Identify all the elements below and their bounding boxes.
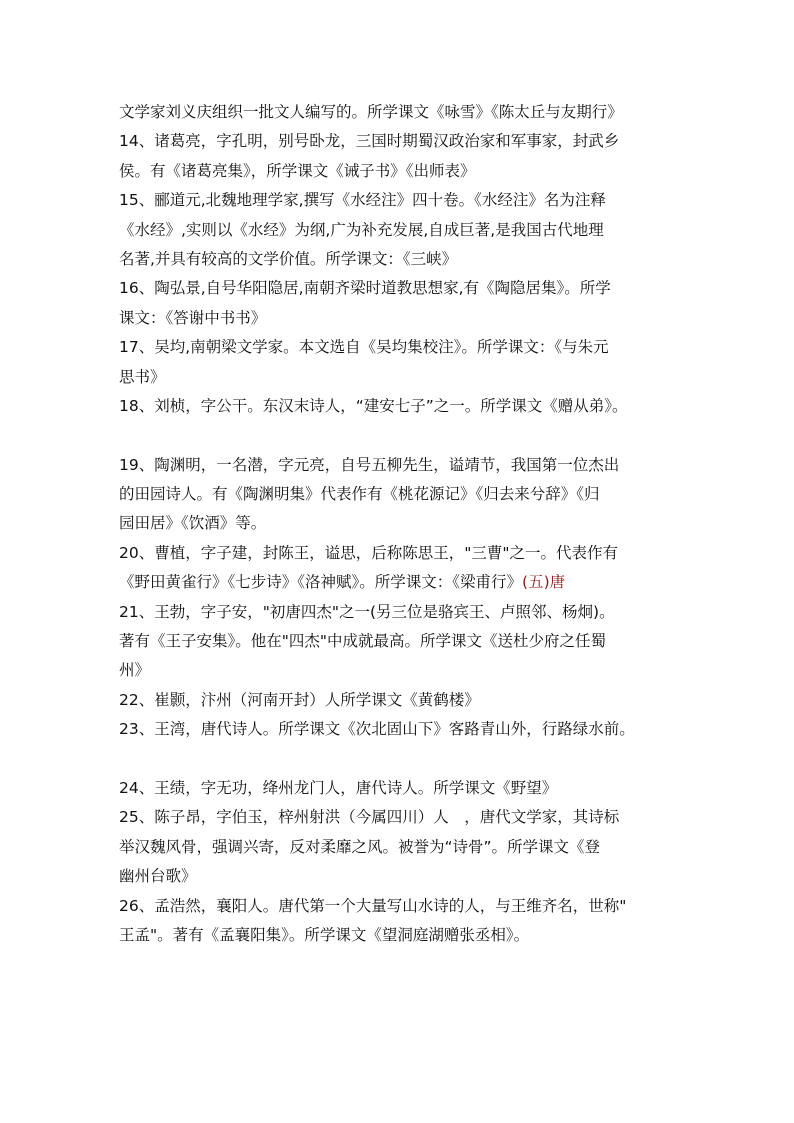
text-line: 王孟"。著有《孟襄阳集》。所学课文《望洞庭湖赠张丞相》。 [119, 925, 530, 944]
text-line: 幽州台歌》 [119, 867, 197, 886]
text-line: 26、孟浩然，襄阳人。唐代第一个大量写山水诗的人，与王维齐名，世称" [119, 896, 627, 915]
text-line: 15、郦道元,北魏地理学家,撰写《水经注》四十卷。《水经注》名为注释 [119, 191, 606, 210]
text-line: 侯。有《诸葛亮集》，所学课文《诫子书》《出师表》 [119, 161, 476, 180]
text-line: 22、崔颢，汴州（河南开封）人所学课文《黄鹤楼》 [119, 690, 480, 709]
text-line: 14、诸葛亮，字孔明，别号卧龙，三国时期蜀汉政治家和军事家，封武乡 [119, 132, 620, 151]
text-line: 17、吴均,南朝梁文学家。本文选自《吴均集校注》。所学课文：《与朱元 [119, 338, 609, 357]
text-line: 课文：《答谢中书书》 [119, 308, 267, 327]
text-line: 文学家刘义庆组织一批文人编写的。所学课文《咏雪》《陈太丘与友期行》 [119, 103, 623, 121]
text-line: 思书》 [119, 367, 166, 386]
text-line: 19、陶渊明，一名潜，字元亮，自号五柳先生，谥靖节，我国第一位杰出 [119, 455, 620, 474]
text-line: 20、曹植，字子建，封陈王，谥思，后称陈思王，"三曹"之一。代表作有 [119, 543, 618, 562]
text-line: 24、王绩，字无功，绛州龙门人，唐代诗人。所学课文《野望》 [119, 778, 558, 797]
text-line: 举汉魏风骨，强调兴寄，反对柔靡之风。被誉为“诗骨”。所学课文《登 [119, 837, 601, 856]
text-line: 名著,并具有较高的文学价值。所学课文：《三峡》 [119, 249, 458, 268]
document-body [119, 98, 704, 950]
text-line: 23、王湾，唐代诗人。所学课文《次北固山下》客路青山外，行路绿水前。 [119, 720, 635, 739]
text-line: 《水经》,实则以《水经》为纲,广为补充发展,自成巨著,是我国古代地理 [119, 220, 604, 239]
text-line: 州》 [119, 661, 151, 680]
text-line: 16、陶弘景,自号华阳隐居,南朝齐梁时道教思想家,有《陶隐居集》。所学 [119, 279, 611, 298]
text-line: 《野田黄雀行》《七步诗》《洛神赋》。所学课文：《梁甫行》 [119, 573, 523, 592]
text-line: 18、刘桢，字公干。东汉末诗人，“建安七子”之一。所学课文《赠从弟》。 [119, 396, 628, 415]
text-line: 21、王勃，字子安，"初唐四杰"之一(另三位是骆宾王、卢照邻、杨炯)。 [119, 602, 615, 621]
text-line: 著有《王子安集》。他在"四杰"中成就最高。所学课文《送杜少府之任蜀 [119, 632, 607, 651]
paragraph-gap [119, 421, 704, 450]
text-line-with-heading [119, 568, 704, 597]
text-line: 25、陈子昂，字伯玉，梓州射洪（今属四川）人 ，唐代文学家，其诗标 [119, 808, 620, 827]
paragraph-gap [119, 745, 704, 774]
text-line: 园田居》《饮酒》等。 [119, 514, 267, 533]
section-heading: (五)唐 [522, 573, 566, 592]
text-line: 的田园诗人。有《陶渊明集》代表作有《桃花源记》《归去来兮辞》《归 [119, 485, 600, 504]
